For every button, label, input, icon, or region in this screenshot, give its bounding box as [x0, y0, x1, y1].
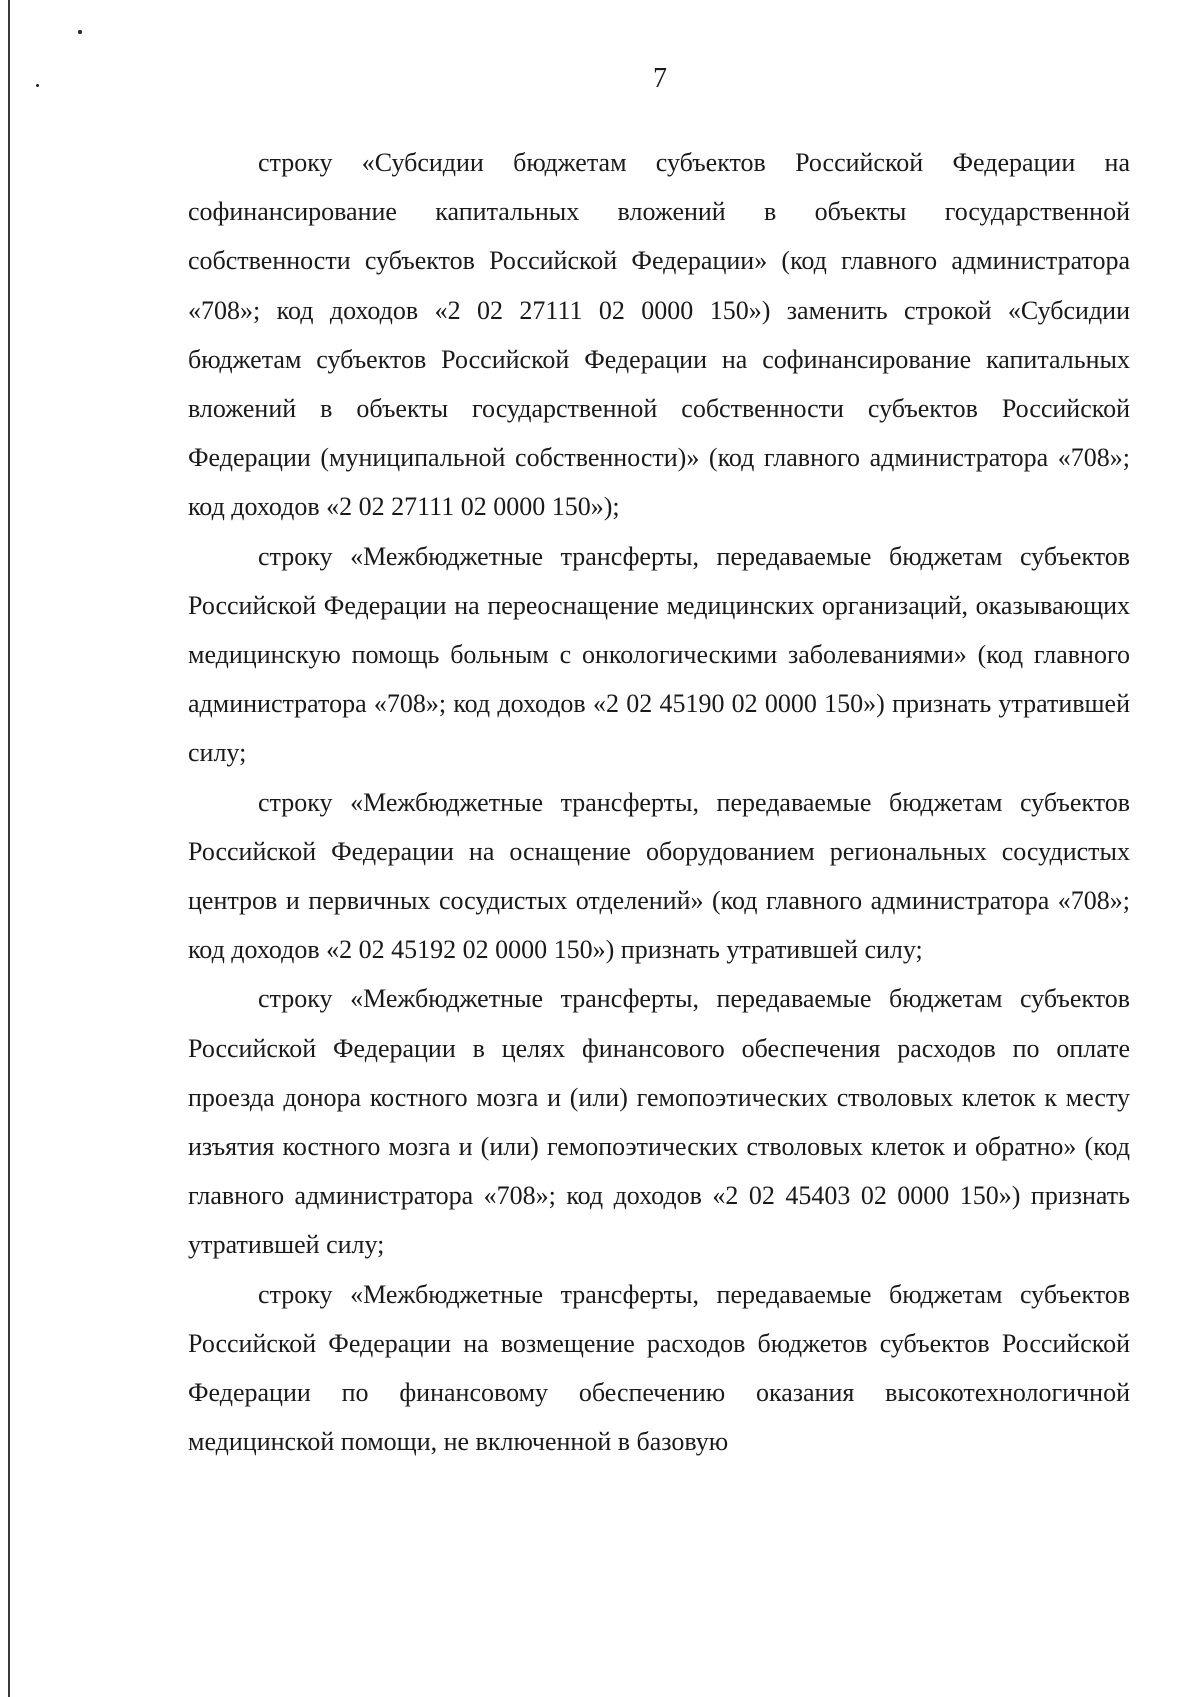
page-number: 7: [653, 63, 667, 94]
scan-page-edge: [8, 0, 10, 1697]
paragraph: строку «Межбюджетные трансферты, передаваемые бюджетам субъектов Российской Федерации на переоснащение медицинских организаций, оказывающих медицинскую помощь больным с онкологическими заболеваниями» (код главного администратора «708»; код доходов «2 02 45190 02 0000 150») признать утратившей силу;: [188, 541, 1130, 768]
scan-speck: [78, 30, 82, 34]
paragraph: строку «Межбюджетные трансферты, передаваемые бюджетам субъектов Российской Федерации на оснащение оборудованием региональных сосудистых центров и первичных сосудистых отделений» (код главного администратора «708»; код доходов «2 02 45192 02 0000 150») признать утратившей силу;: [188, 787, 1130, 965]
document-body: [188, 138, 1130, 1466]
paragraph: строку «Межбюджетные трансферты, передаваемые бюджетам субъектов Российской Федерации на возмещение расходов бюджетов субъектов Российской Федерации по финансовому обеспечению оказания высокотехнологичной медицинской помощи, не включенной в базовую: [188, 1279, 1130, 1457]
paragraph: строку «Межбюджетные трансферты, передаваемые бюджетам субъектов Российской Федерации в целях финансового обеспечения расходов по оплате проезда донора костного мозга и (или) гемопоэтических стволовых клеток к месту изъятия костного мозга и (или) гемопоэтических стволовых клеток и обратно» (код главного администратора «708»; код доходов «2 02 45403 02 0000 150») признать утратившей силу;: [188, 984, 1130, 1260]
paragraph: строку «Субсидии бюджетам субъектов Российской Федерации на софинансирование капитальных вложений в объекты государственной собственности субъектов Российской Федерации» (код главного администратора «708»; код доходов «2 02 27111 02 0000 150») заменить строкой «Субсидии бюджетам субъектов Российской Федерации на софинансирование капитальных вложений в объекты государственной собственности субъектов Российской Федерации (муниципальной собственности)» (код главного администратора «708»; код доходов «2 02 27111 02 0000 150»);: [188, 148, 1130, 522]
